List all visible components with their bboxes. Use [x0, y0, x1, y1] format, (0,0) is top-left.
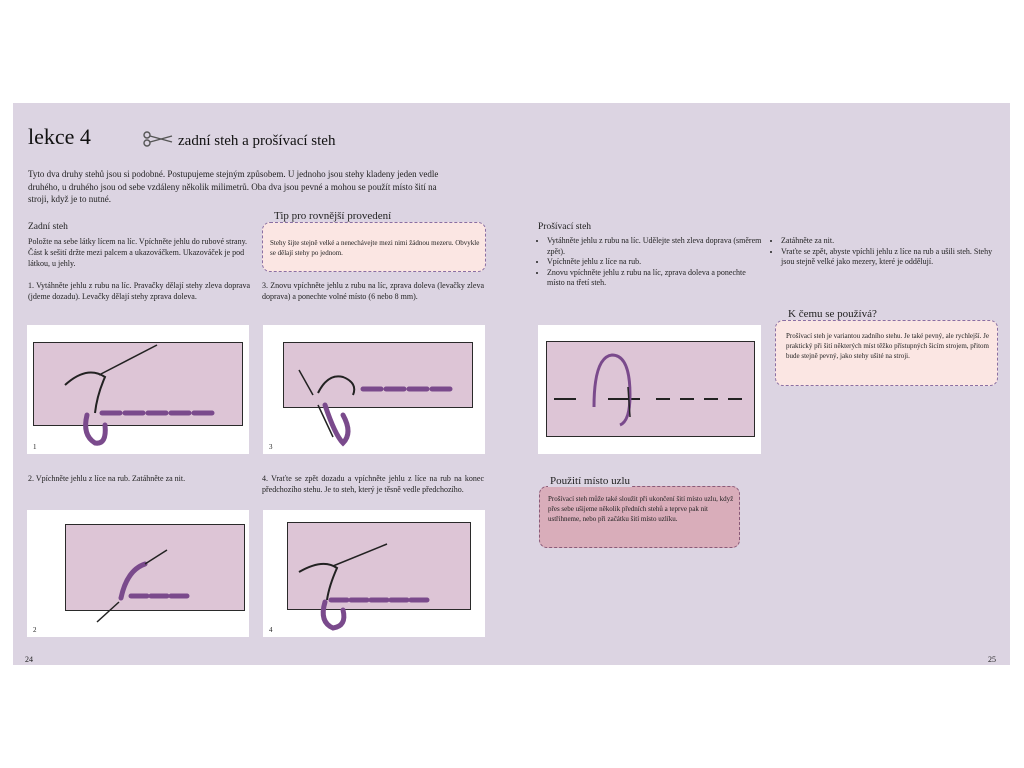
prosivaci-heading: Prošívací steh [538, 222, 592, 232]
figure-number: 3 [269, 443, 273, 451]
page-number-right: 25 [988, 655, 996, 664]
zadni-heading: Zadní steh [28, 222, 68, 232]
figure-2 [27, 510, 249, 637]
stitch-illustration [538, 325, 761, 454]
bullet-item: • Znovu vpíchněte jehlu z rubu na líc, zprava doleva a ponechte místo na třetí steh. [547, 268, 764, 289]
step-4-text: 4. Vraťte se zpět dozadu a vpíchněte jehlu z líce na rub na konec předchozího stehu. Je to steh, který je těsně vedle předchozího. [262, 474, 484, 494]
tip-text: Stehy šijte stejně velké a nenechávejte mezi nimi žádnou mezeru. Obvykle se dělají stehy po jednom. [270, 239, 480, 257]
prosivaci-bullets-right [772, 236, 1000, 268]
bullet-item: • Vraťte se zpět, abyste vpíchli jehlu z líce na rub a ušili steh. Stehy jsou stejně velké jako mezery, které je oddělují. [781, 247, 1000, 268]
prosivaci-bullets-left [538, 236, 764, 289]
step-3-text: 3. Znovu vpíchněte jehlu z rubu na líc, zprava doleva (levačky zleva doprava) a ponechte volné místo (6 nebo 8 mm). [262, 281, 484, 301]
figure-3 [263, 325, 485, 454]
bullet-item: • Vpíchněte jehlu z líce na rub. [547, 257, 764, 268]
step-1-text: 1. Vytáhněte jehlu z rubu na líc. Pravačky dělají stehy zleva doprava (jdeme dozadu). Levačky dělají stehy zprava doleva. [28, 281, 250, 301]
figure-1 [27, 325, 249, 454]
figure-4 [263, 510, 485, 637]
lesson-title: lekce 4 [28, 124, 91, 149]
figure-number: 1 [33, 443, 37, 451]
stitch-illustration [27, 510, 249, 637]
figure-number: 4 [269, 626, 273, 634]
tip-title: Tip pro rovnější provedení [274, 210, 392, 222]
zadni-intro: Položte na sebe látky lícem na líc. Vpíchněte jehlu do rubové strany. Část k sešití držte mezi palcem a ukazováčkem. Ukazováček je pod látkou, u jehly. [28, 237, 248, 268]
stitch-illustration [27, 325, 249, 454]
intro-text: Tyto dva druhy stehů jsou si podobné. Postupujeme stejným způsobem. U jednoho jsou stehy kladeny jeden vedle druhého, u druhého jsou od sebe vzdáleny několik milimetrů. Oba dva jsou pevné a mohou se použít místo šití na stroji, když je to nutné. [28, 169, 439, 204]
pouziti-title: Použití místo uzlu [550, 475, 631, 487]
bullet-item: • Zatáhněte za nit. [781, 236, 1000, 247]
scissors-icon [142, 130, 174, 148]
k-cemu-text: Prošívací steh je variantou zadního stehu. Je také pevný, ale rychlejší. Je praktický při šití některých míst těžko přístupných šicím strojem, přitom bude stejně pevný, jako stehy ušité na stroji. [786, 332, 989, 360]
page-number-left: 24 [25, 655, 33, 664]
stitch-illustration [263, 510, 485, 637]
k-cemu-title: K čemu se používá? [788, 308, 877, 320]
pouziti-text: Prošívací steh může také sloužit při ukončení šití místo uzlu, když přes sebe ušijeme několik předních stehů a teprve pak nit ustřihneme, nebo při začátku šití místo uzlíku. [548, 495, 734, 523]
stitch-illustration [263, 325, 485, 454]
figure-number: 2 [33, 626, 37, 634]
lesson-subtitle: zadní steh a prošívací steh [178, 133, 336, 149]
step-2-text: 2. Vpíchněte jehlu z líce na rub. Zatáhněte za nit. [28, 474, 186, 483]
figure-prosivaci [538, 325, 761, 454]
bullet-item: • Vytáhněte jehlu z rubu na líc. Udělejte steh zleva doprava (směrem zpět). [547, 236, 764, 257]
